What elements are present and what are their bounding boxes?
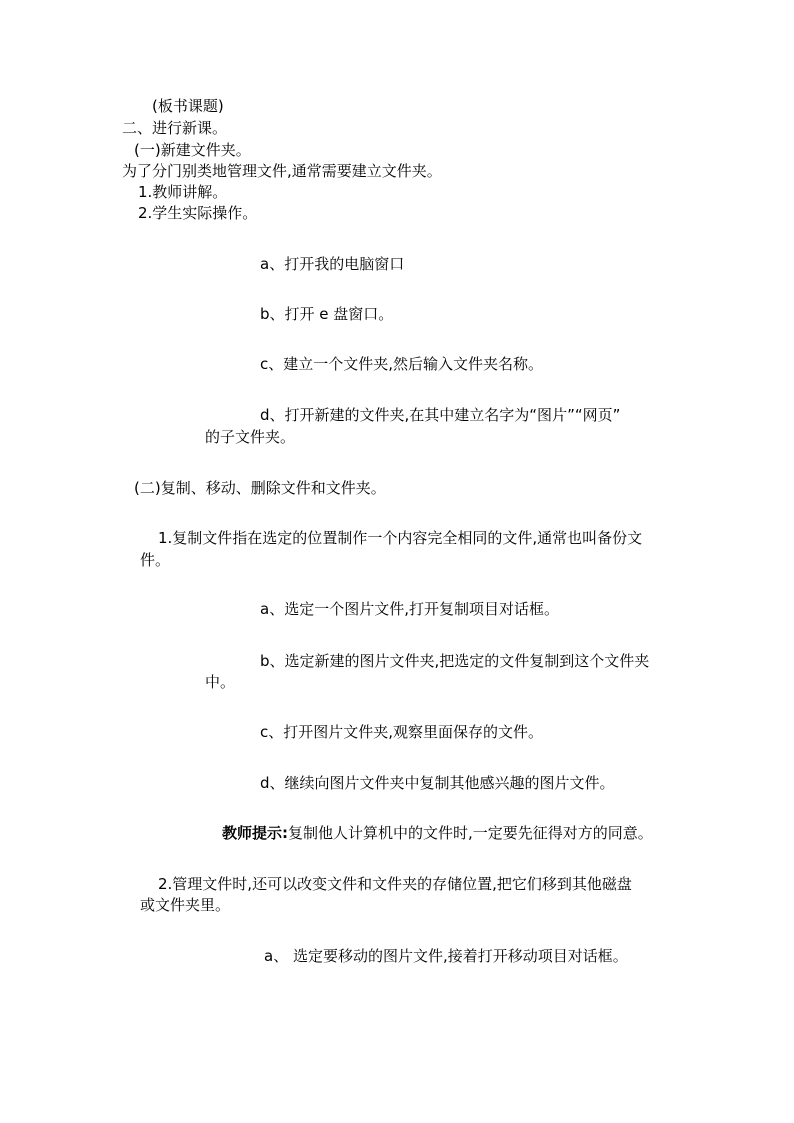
subsection-heading: (一)新建文件夹。 bbox=[134, 141, 251, 159]
list-item-continuation: 中。 bbox=[205, 673, 236, 691]
list-item: c、建立一个文件夹,然后输入文件夹名称。 bbox=[260, 355, 544, 373]
list-item: d、继续向图片文件夹中复制其他感兴趣的图片文件。 bbox=[260, 774, 615, 792]
list-item: b、选定新建的图片文件夹,把选定的文件复制到这个文件夹 bbox=[260, 652, 650, 670]
teacher-tip bbox=[222, 822, 653, 844]
list-item: b、打开 e 盘窗口。 bbox=[260, 305, 394, 323]
list-item: a、打开我的电脑窗口 bbox=[260, 255, 405, 273]
list-item: d、打开新建的文件夹,在其中建立名字为“图片”“网页” bbox=[260, 406, 621, 424]
teacher-tip-text: 复制他人计算机中的文件时,一定要先征得对方的同意。 bbox=[288, 824, 653, 842]
list-item: a、选定一个图片文件,打开复制项目对话框。 bbox=[260, 600, 559, 618]
subsection-heading: (二)复制、移动、删除文件和文件夹。 bbox=[134, 479, 386, 497]
list-item: 2.学生实际操作。 bbox=[138, 204, 258, 222]
paragraph-continuation: 或文件夹里。 bbox=[140, 896, 231, 914]
list-item: a、 选定要移动的图片文件,接着打开移动项目对话框。 bbox=[264, 947, 628, 965]
teacher-tip-label: 教师提示: bbox=[222, 824, 288, 842]
list-item-continuation: 的子文件夹。 bbox=[205, 428, 296, 446]
paragraph: 为了分门别类地管理文件,通常需要建立文件夹。 bbox=[122, 162, 442, 180]
section-heading: 二、进行新课。 bbox=[122, 119, 228, 137]
list-item: c、打开图片文件夹,观察里面保存的文件。 bbox=[260, 723, 544, 741]
paragraph-continuation: 件。 bbox=[140, 551, 171, 569]
paragraph: 1.复制文件指在选定的位置制作一个内容完全相同的文件,通常也叫备份文 bbox=[158, 529, 643, 547]
board-title: (板书课题) bbox=[152, 97, 224, 115]
list-item: 1.教师讲解。 bbox=[138, 183, 228, 201]
paragraph: 2.管理文件时,还可以改变文件和文件夹的存储位置,把它们移到其他磁盘 bbox=[158, 875, 632, 893]
